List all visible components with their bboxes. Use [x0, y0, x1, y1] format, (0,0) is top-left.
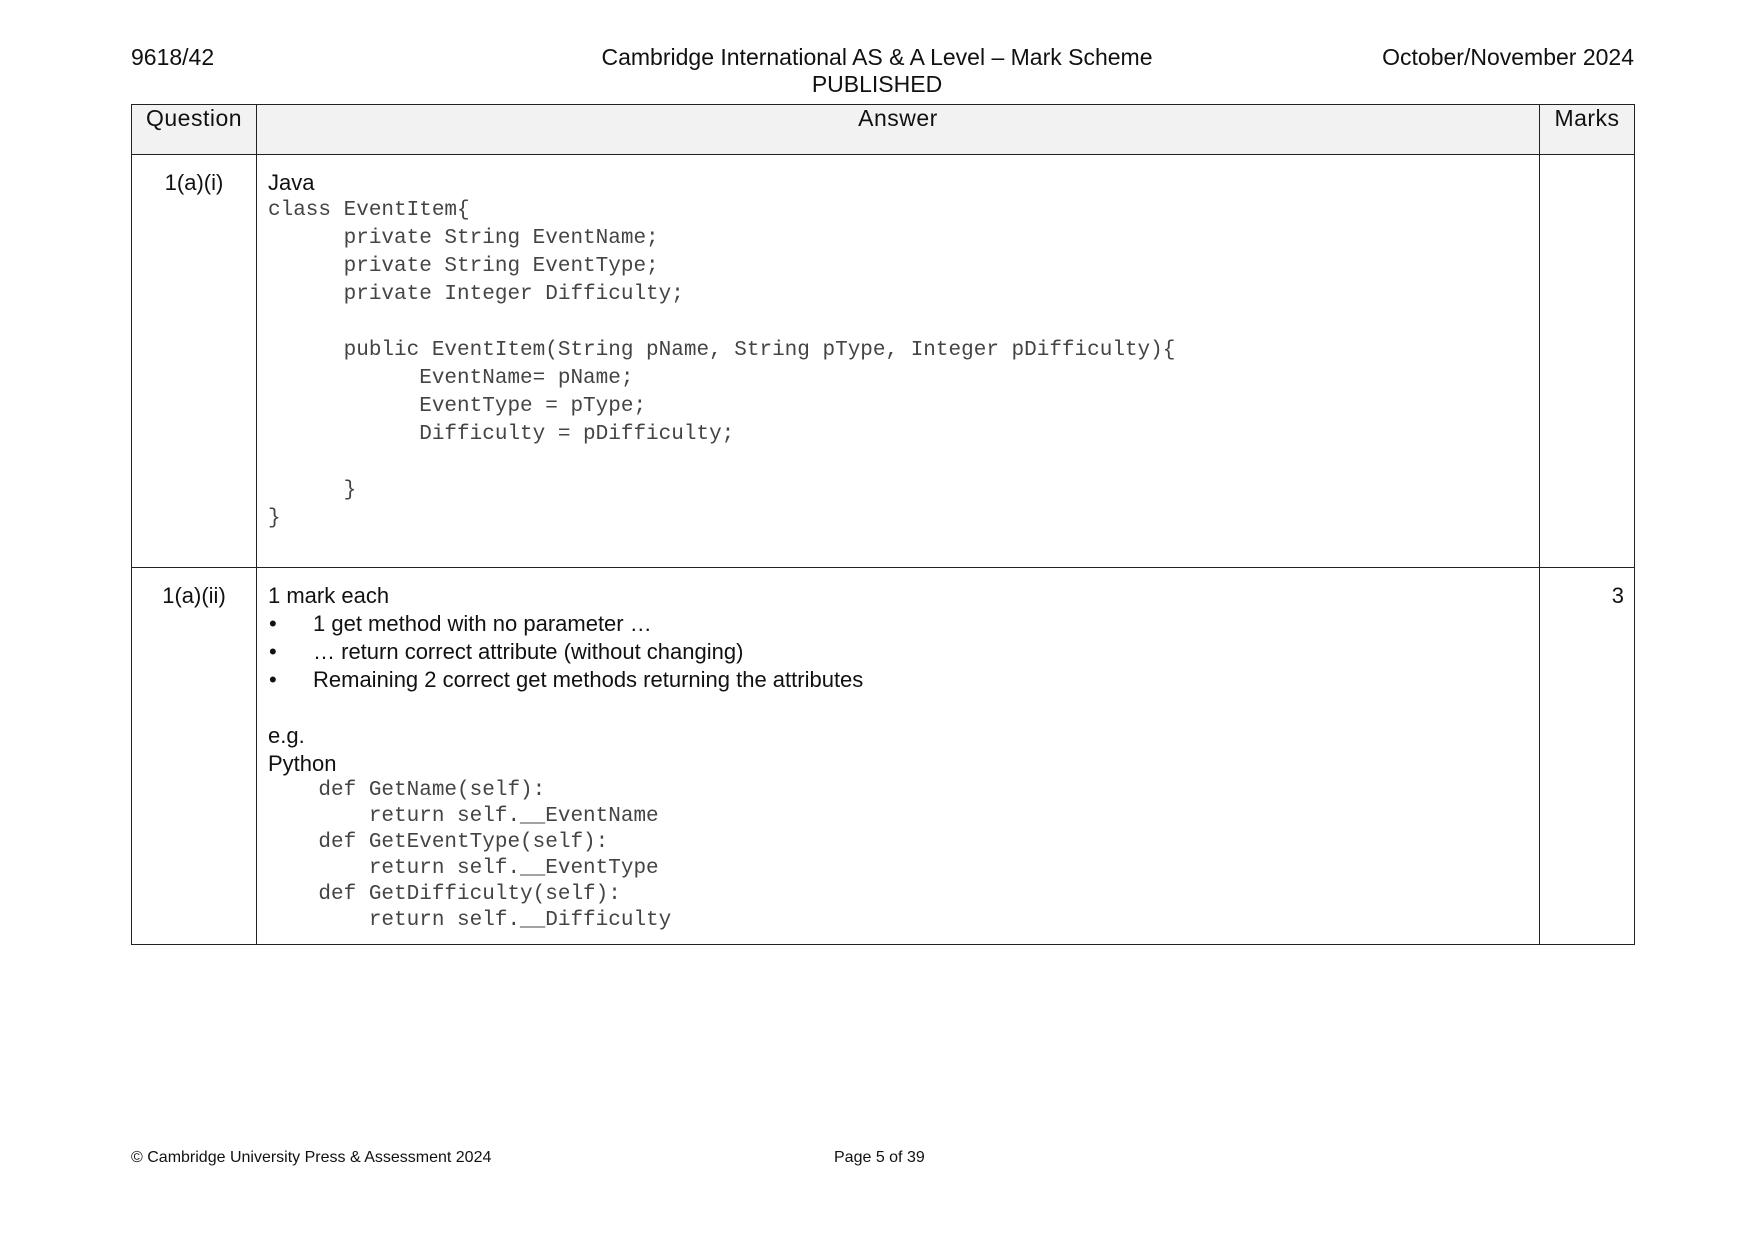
exam-session: October/November 2024: [1382, 44, 1634, 70]
bullet-icon: •: [269, 611, 277, 636]
marking-points-list: [268, 610, 1529, 694]
column-header-answer: Answer: [257, 105, 1540, 155]
question-number: 1(a)(i): [132, 155, 257, 568]
list-item: [268, 610, 1529, 638]
document-status: PUBLISHED: [811, 71, 943, 97]
answer-cell: [257, 155, 1540, 568]
mark-scheme-table: [131, 104, 1635, 945]
bullet-icon: •: [269, 639, 277, 664]
bullet-icon: •: [269, 667, 277, 692]
list-item: [268, 638, 1529, 666]
question-number: 1(a)(ii): [132, 568, 257, 945]
paper-code: 9618/42: [131, 44, 215, 70]
marking-point: 1 get method with no parameter …: [313, 611, 652, 636]
language-label: Python: [268, 751, 337, 776]
table-row: [132, 568, 1635, 945]
page-number: Page 5 of 39: [834, 1149, 925, 1166]
table-row: [132, 155, 1635, 568]
marks-value: 3: [1540, 568, 1635, 945]
marking-intro: 1 mark each: [268, 583, 390, 608]
java-code-block: class EventItem{ private String EventName; private String EventType; private Integer Difficulty; public EventItem(String pName, String pType, Integer pDifficulty){ EventName= pName; EventType = pType; Difficulty = pDifficulty; } }: [268, 199, 1176, 530]
copyright-notice: © Cambridge University Press & Assessment 2024: [131, 1149, 492, 1166]
python-code-block: def GetName(self): return self.__EventName def GetEventType(self): return self.__EventType def GetDifficulty(self): return self.__Difficulty: [318, 779, 672, 932]
marking-point: Remaining 2 correct get methods returning the attributes: [313, 667, 864, 692]
marking-point: … return correct attribute (without changing): [313, 639, 744, 664]
marks-value: [1540, 155, 1635, 568]
example-label: e.g.: [268, 723, 305, 748]
answer-cell: [257, 568, 1540, 945]
document-title: Cambridge International AS & A Level – Mark Scheme: [601, 44, 1153, 70]
language-label: Java: [268, 170, 315, 195]
table-header-row: [132, 105, 1635, 155]
list-item: [268, 666, 1529, 694]
column-header-marks: Marks: [1540, 105, 1635, 155]
column-header-question: Question: [132, 105, 257, 155]
